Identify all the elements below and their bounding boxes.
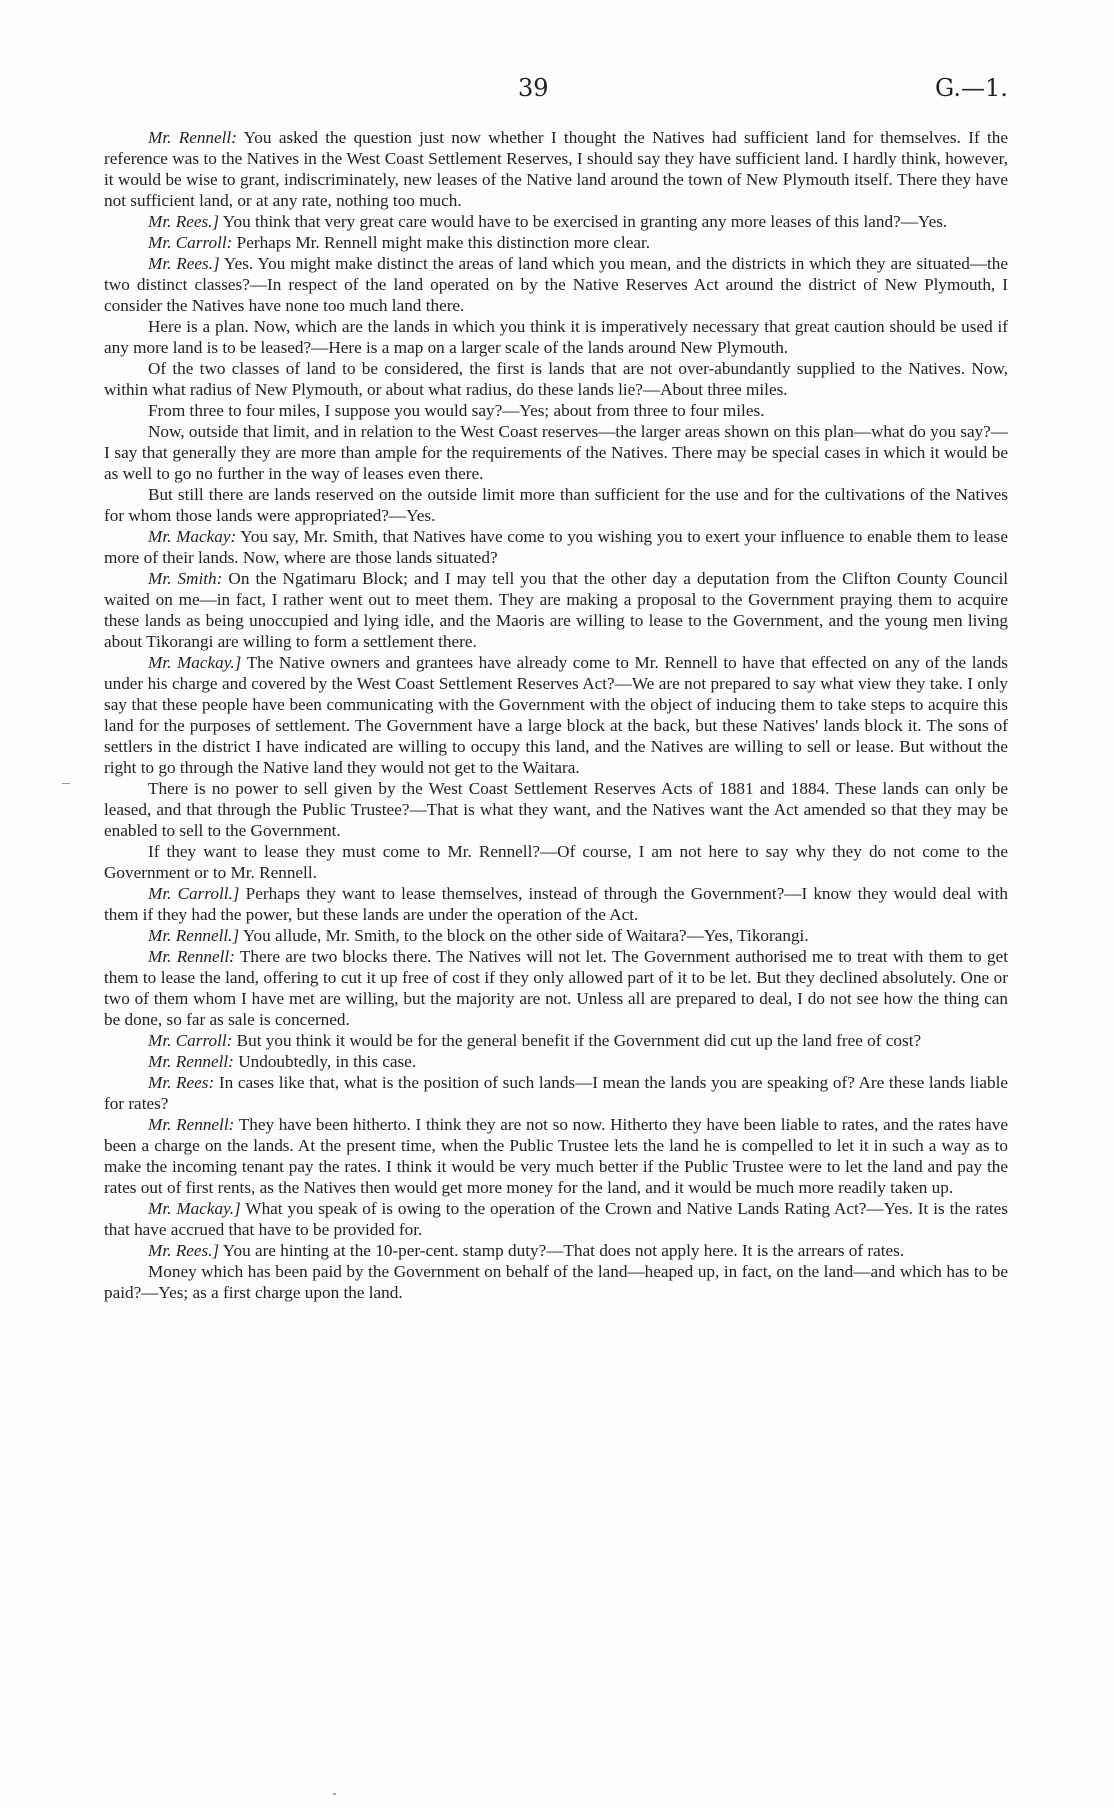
paragraph [104, 1240, 1008, 1261]
paragraph [104, 652, 1008, 778]
speaker-label: Mr. Rennell.] [148, 926, 240, 945]
paragraph [104, 253, 1008, 316]
speaker-label: Mr. Smith: [148, 569, 223, 588]
paragraph-text: You are hinting at the 10-per-cent. stamp duty?—That does not apply here. It is the arrears of rates. [219, 1241, 905, 1260]
speaker-label: Mr. Mackay: [148, 527, 237, 546]
speaker-label: Mr. Rees: [148, 1073, 215, 1092]
body-text [104, 127, 1008, 1303]
paragraph-text: You think that very great care would have to be exercised in granting any more leases of this land?—Yes. [219, 212, 948, 231]
paragraph-text: Money which has been paid by the Government on behalf of the land—heaped up, in fact, on the land—and which has to be paid?—Yes; as a first charge upon the land. [104, 1262, 1008, 1302]
paragraph-text: There is no power to sell given by the West Coast Settlement Reserves Acts of 1881 and 1884. These lands can only be leased, and that through the Public Trustee?—That is what they want, and the Natives want the Act amended so that they may be enabled to sell to the Government. [104, 779, 1008, 840]
paragraph [104, 232, 1008, 253]
paragraph [104, 1198, 1008, 1240]
paragraph-text: The Native owners and grantees have already come to Mr. Rennell to have that effected on any of the lands under his charge and covered by the West Coast Settlement Reserves Act?—We are not prepared to say what view they take. I only say that these people have been communicating with the Government with the object of inducing them to take steps to acquire this land for the purposes of settlement. The Government have a large block at the back, but these Natives' lands block it. The sons of settlers in the district I have indicated are willing to occupy this land, and the Natives are willing to sell or lease. But without the right to go through the Native land they would not get to the Waitara. [104, 653, 1008, 777]
paragraph [104, 1072, 1008, 1114]
paragraph [104, 421, 1008, 484]
speaker-label: Mr. Rees.] [148, 1241, 220, 1260]
page-header [0, 74, 1114, 104]
paragraph-text: But you think it would be for the general benefit if the Government did cut up the land free of cost? [232, 1031, 922, 1050]
paragraph-text: From three to four miles, I suppose you would say?—Yes; about from three to four miles. [148, 401, 765, 420]
speaker-label: Mr. Carroll: [148, 233, 233, 252]
paragraph-text: Perhaps Mr. Rennell might make this distinction more clear. [232, 233, 651, 252]
paragraph [104, 1261, 1008, 1303]
paragraph-text: Here is a plan. Now, which are the lands in which you think it is imperatively necessary that great caution should be used if any more land is to be leased?—Here is a map on a larger scale of the lands around New Plymouth. [104, 317, 1008, 357]
paragraph [104, 568, 1008, 652]
speaker-label: Mr. Rennell: [148, 947, 235, 966]
paragraph-text: You say, Mr. Smith, that Natives have come to you wishing you to exert your influence to enable them to lease more of their lands. Now, where are those lands situated? [104, 527, 1009, 567]
paragraph-text: If they want to lease they must come to Mr. Rennell?—Of course, I am not here to say why they do not come to the Government or to Mr. Rennell. [104, 842, 1008, 882]
paragraph [104, 1030, 1008, 1051]
paragraph [104, 883, 1008, 925]
speaker-label: Mr. Rennell: [148, 1115, 235, 1134]
paragraph-text: But still there are lands reserved on the outside limit more than sufficient for the use and for the cultivations of the Natives for whom those lands were appropriated?—Yes. [104, 485, 1008, 525]
paragraph-text: They have been hitherto. I think they are not so now. Hitherto they have been liable to rates, and the rates have been a charge on the lands. At the present time, when the Public Trustee lets the land he is compelled to let it in such a way as to make the incoming tenant pay the rates. I think it would be very much better if the Public Trustee were to let the land and pay the rates out of first rents, as the Natives then would get more money for the land, and it would be much more readily taken up. [104, 1115, 1008, 1197]
paragraph [104, 400, 1008, 421]
paragraph [104, 358, 1008, 400]
speaker-label: Mr. Rennell: [148, 1052, 234, 1071]
paragraph [104, 1051, 1008, 1072]
paragraph [104, 1114, 1008, 1198]
paragraph [104, 526, 1008, 568]
paragraph [104, 484, 1008, 526]
speaker-label: Mr. Rennell: [148, 128, 237, 147]
speaker-label: Mr. Carroll: [148, 1031, 233, 1050]
paragraph-text: What you speak of is owing to the operation of the Crown and Native Lands Rating Act?—Yes. It is the rates that have accrued that have to be provided for. [104, 1199, 1008, 1239]
paragraph-text: Perhaps they want to lease themselves, instead of through the Government?—I know they would deal with them if they had the power, but these lands are under the operation of the Act. [104, 884, 1008, 924]
paragraph [104, 925, 1008, 946]
paragraph-text: You asked the question just now whether I thought the Natives had sufficient land for themselves. If the reference was to the Natives in the West Coast Settlement Reserves, I should say they have sufficient land. I hardly think, however, it would be wise to grant, indiscriminately, new leases of the Native land around the town of New Plymouth itself. There they have not sufficient land, or at any rate, nothing too much. [104, 128, 1008, 210]
paragraph [104, 127, 1008, 211]
paragraph-text: You allude, Mr. Smith, to the block on the other side of Waitara?—Yes, Tikorangi. [239, 926, 809, 945]
stray-mark [333, 1793, 336, 1795]
page-number: 39 [518, 74, 549, 102]
paragraph [104, 211, 1008, 232]
paragraph-text: In cases like that, what is the position of such lands—I mean the lands you are speaking of? Are these lands liable for rates? [104, 1073, 1008, 1113]
paragraph-text: Undoubtedly, in this case. [233, 1052, 417, 1071]
speaker-label: Mr. Carroll.] [148, 884, 240, 903]
speaker-label: Mr. Rees.] [148, 254, 220, 273]
speaker-label: Mr. Mackay.] [148, 1199, 241, 1218]
paragraph [104, 946, 1008, 1030]
speaker-label: Mr. Mackay.] [148, 653, 242, 672]
margin-mark [62, 783, 70, 784]
paragraph-text: Yes. You might make distinct the areas of land which you mean, and the districts in which they are situated—the two distinct classes?—In respect of the land operated on by the Native Reserves Act around the district of New Plymouth, I consider the Natives have none too much land there. [104, 254, 1008, 315]
paragraph-text: Now, outside that limit, and in relation to the West Coast reserves—the larger areas shown on this plan—what do you say?—I say that generally they are more than ample for the requirements of the Natives. There may be special cases in which it would be as well to go no further in the way of leases even there. [104, 422, 1008, 483]
document-reference: G.—1. [935, 74, 1008, 102]
paragraph [104, 841, 1008, 883]
speaker-label: Mr. Rees.] [148, 212, 220, 231]
paragraph [104, 316, 1008, 358]
paragraph-text: There are two blocks there. The Natives will not let. The Government authorised me to treat with them to get them to lease the land, offering to cut it up free of cost if they only allowed part of it to be let. But they declined absolutely. One or two of them whom I have met are willing, but the majority are not. Unless all are prepared to deal, I do not see how the thing can be done, so far as sale is concerned. [104, 947, 1008, 1029]
paragraph-text: On the Ngatimaru Block; and I may tell you that the other day a deputation from the Clifton County Council waited on me—in fact, I rather went out to meet them. They are making a proposal to the Government praying them to acquire these lands as being unoccupied and lying idle, and the Maoris are willing to lease to the Government, and the young men living about Tikorangi are willing to form a settlement there. [104, 569, 1008, 651]
paragraph-text: Of the two classes of land to be considered, the first is lands that are not over-abundantly supplied to the Natives. Now, within what radius of New Plymouth, or about what radius, do these lands lie?—About three miles. [104, 359, 1008, 399]
paragraph [104, 778, 1008, 841]
